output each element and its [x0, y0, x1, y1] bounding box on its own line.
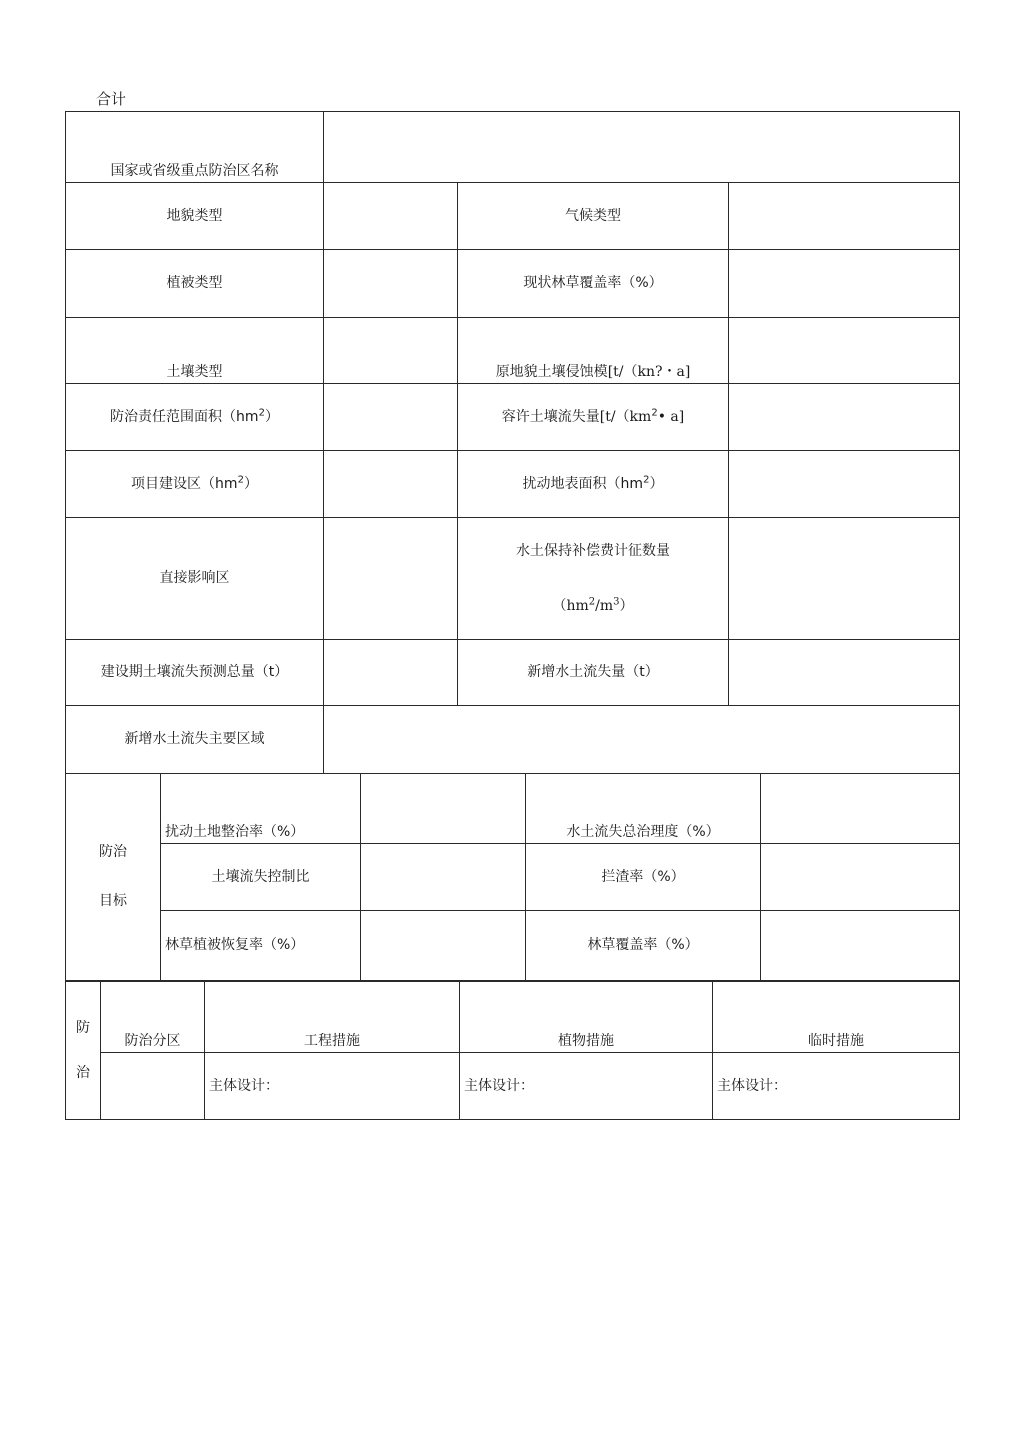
erosion-modulus-label: [458, 318, 729, 384]
soil-control-ratio-label: 土壤流失控制比: [161, 844, 361, 911]
allowable-loss-text: 容许土壤流失量: [501, 408, 600, 425]
climate-value[interactable]: [729, 183, 960, 250]
sup-2: 2: [237, 473, 244, 485]
table-row: [66, 774, 960, 844]
sup-2: 2: [588, 595, 596, 607]
compensation-unit-c: ）: [619, 597, 634, 614]
responsibility-area-text: 防治责任范围面积（hm: [110, 408, 259, 425]
disturbed-area-value[interactable]: [729, 451, 960, 518]
table-row: [66, 384, 960, 451]
land-rate-value[interactable]: [361, 774, 526, 844]
direct-impact-value[interactable]: [324, 518, 458, 640]
slag-rate-value[interactable]: [761, 844, 960, 911]
zone-header: 防治分区: [101, 982, 205, 1053]
cover-rate-label: 林草覆盖率（%）: [526, 911, 761, 981]
table-row: [66, 112, 960, 183]
compensation-value[interactable]: [729, 518, 960, 640]
soil-type-value[interactable]: [324, 318, 458, 384]
plant-main-design[interactable]: 主体设计：: [460, 1053, 713, 1120]
measures-side-label: [66, 982, 101, 1120]
targets-group-label: [66, 774, 161, 981]
allowable-loss-value[interactable]: [729, 384, 960, 451]
compensation-unit: [458, 595, 728, 615]
info-table: [65, 111, 960, 774]
sup-2: 2: [651, 406, 658, 418]
soil-type-label: 土壤类型: [66, 318, 324, 384]
erosion-modulus-unit: [t/（kn?・a]: [607, 364, 691, 381]
table-row: [66, 318, 960, 384]
responsibility-area-value[interactable]: [324, 384, 458, 451]
main-area-label: 新增水土流失主要区域: [66, 706, 324, 774]
landform-value[interactable]: [324, 183, 458, 250]
table-row: [66, 706, 960, 774]
soil-control-ratio-value[interactable]: [361, 844, 526, 911]
engineering-header: 工程措施: [205, 982, 460, 1053]
sup-2: 2: [643, 473, 650, 485]
compensation-unit-b: /m: [595, 597, 614, 614]
project-area-value[interactable]: [324, 451, 458, 518]
compensation-text: 水土保持补偿费计征数量: [516, 542, 670, 559]
land-rate-label: 扰动土地整治率（%）: [161, 774, 361, 844]
project-area-text: 项目建设区（hm: [131, 475, 238, 492]
sup-2: 2: [258, 406, 265, 418]
forest-grass-cover-label: 现状林草覆盖率（%）: [458, 250, 729, 318]
measures-side-label-2: 治: [76, 1064, 90, 1081]
erosion-modulus-text: 原地貌土壤侵蚀模: [495, 364, 608, 381]
allowable-loss-label: [458, 384, 729, 451]
predicted-loss-label: 建设期土壤流失预测总量（t）: [66, 640, 324, 706]
vegetation-value[interactable]: [324, 250, 458, 318]
disturbed-area-text: 扰动地表面积（hm: [522, 475, 644, 492]
table-row: [66, 250, 960, 318]
project-area-label: [66, 451, 324, 518]
close-paren: ）: [264, 408, 279, 425]
slag-rate-label: 拦渣率（%）: [526, 844, 761, 911]
table-row: [66, 518, 960, 640]
engineering-main-design[interactable]: 主体设计：: [205, 1053, 460, 1120]
plant-header: 植物措施: [460, 982, 713, 1053]
table-row: [66, 911, 960, 981]
zone-name-label: 国家或省级重点防治区名称: [66, 112, 324, 183]
responsibility-area-label: [66, 384, 324, 451]
table-row: [66, 844, 960, 911]
total-control-label: 水土流失总治理度（%）: [526, 774, 761, 844]
targets-table: [65, 773, 960, 981]
table-row: [66, 982, 960, 1053]
targets-group-label-2: 目标: [99, 893, 127, 909]
measures-table: [65, 981, 960, 1120]
zone-value[interactable]: [101, 1053, 205, 1120]
disturbed-area-label: [458, 451, 729, 518]
measures-side-label-1: 防: [76, 1019, 90, 1036]
forest-grass-cover-value[interactable]: [729, 250, 960, 318]
direct-impact-label: 直接影响区: [66, 518, 324, 640]
table-row: [66, 640, 960, 706]
table-row: [66, 183, 960, 250]
landform-label: 地貌类型: [66, 183, 324, 250]
new-loss-label: 新增水土流失量（t）: [458, 640, 729, 706]
temporary-header: 临时措施: [713, 982, 960, 1053]
zone-name-value[interactable]: [324, 112, 960, 183]
predicted-loss-value[interactable]: [324, 640, 458, 706]
close-paren: ）: [243, 475, 258, 492]
page-title: 合计: [96, 90, 127, 108]
climate-label: 气候类型: [458, 183, 729, 250]
compensation-unit-a: （hm: [552, 597, 589, 614]
allowable-loss-unit-a: [t/（km: [599, 408, 652, 425]
new-loss-value[interactable]: [729, 640, 960, 706]
temporary-main-design[interactable]: 主体设计：: [713, 1053, 960, 1120]
main-area-value[interactable]: [324, 706, 960, 774]
vegetation-label: 植被类型: [66, 250, 324, 318]
veg-recovery-label: 林草植被恢复率（%）: [161, 911, 361, 981]
erosion-modulus-value[interactable]: [729, 318, 960, 384]
allowable-loss-unit-b: • a]: [657, 408, 685, 425]
table-row: [66, 451, 960, 518]
cover-rate-value[interactable]: [761, 911, 960, 981]
targets-group-label-1: 防治: [99, 844, 127, 861]
veg-recovery-value[interactable]: [361, 911, 526, 981]
table-row: [66, 1053, 960, 1120]
close-paren: ）: [649, 475, 664, 492]
total-control-value[interactable]: [761, 774, 960, 844]
sup-3: 3: [613, 595, 620, 607]
compensation-label: [458, 518, 729, 640]
